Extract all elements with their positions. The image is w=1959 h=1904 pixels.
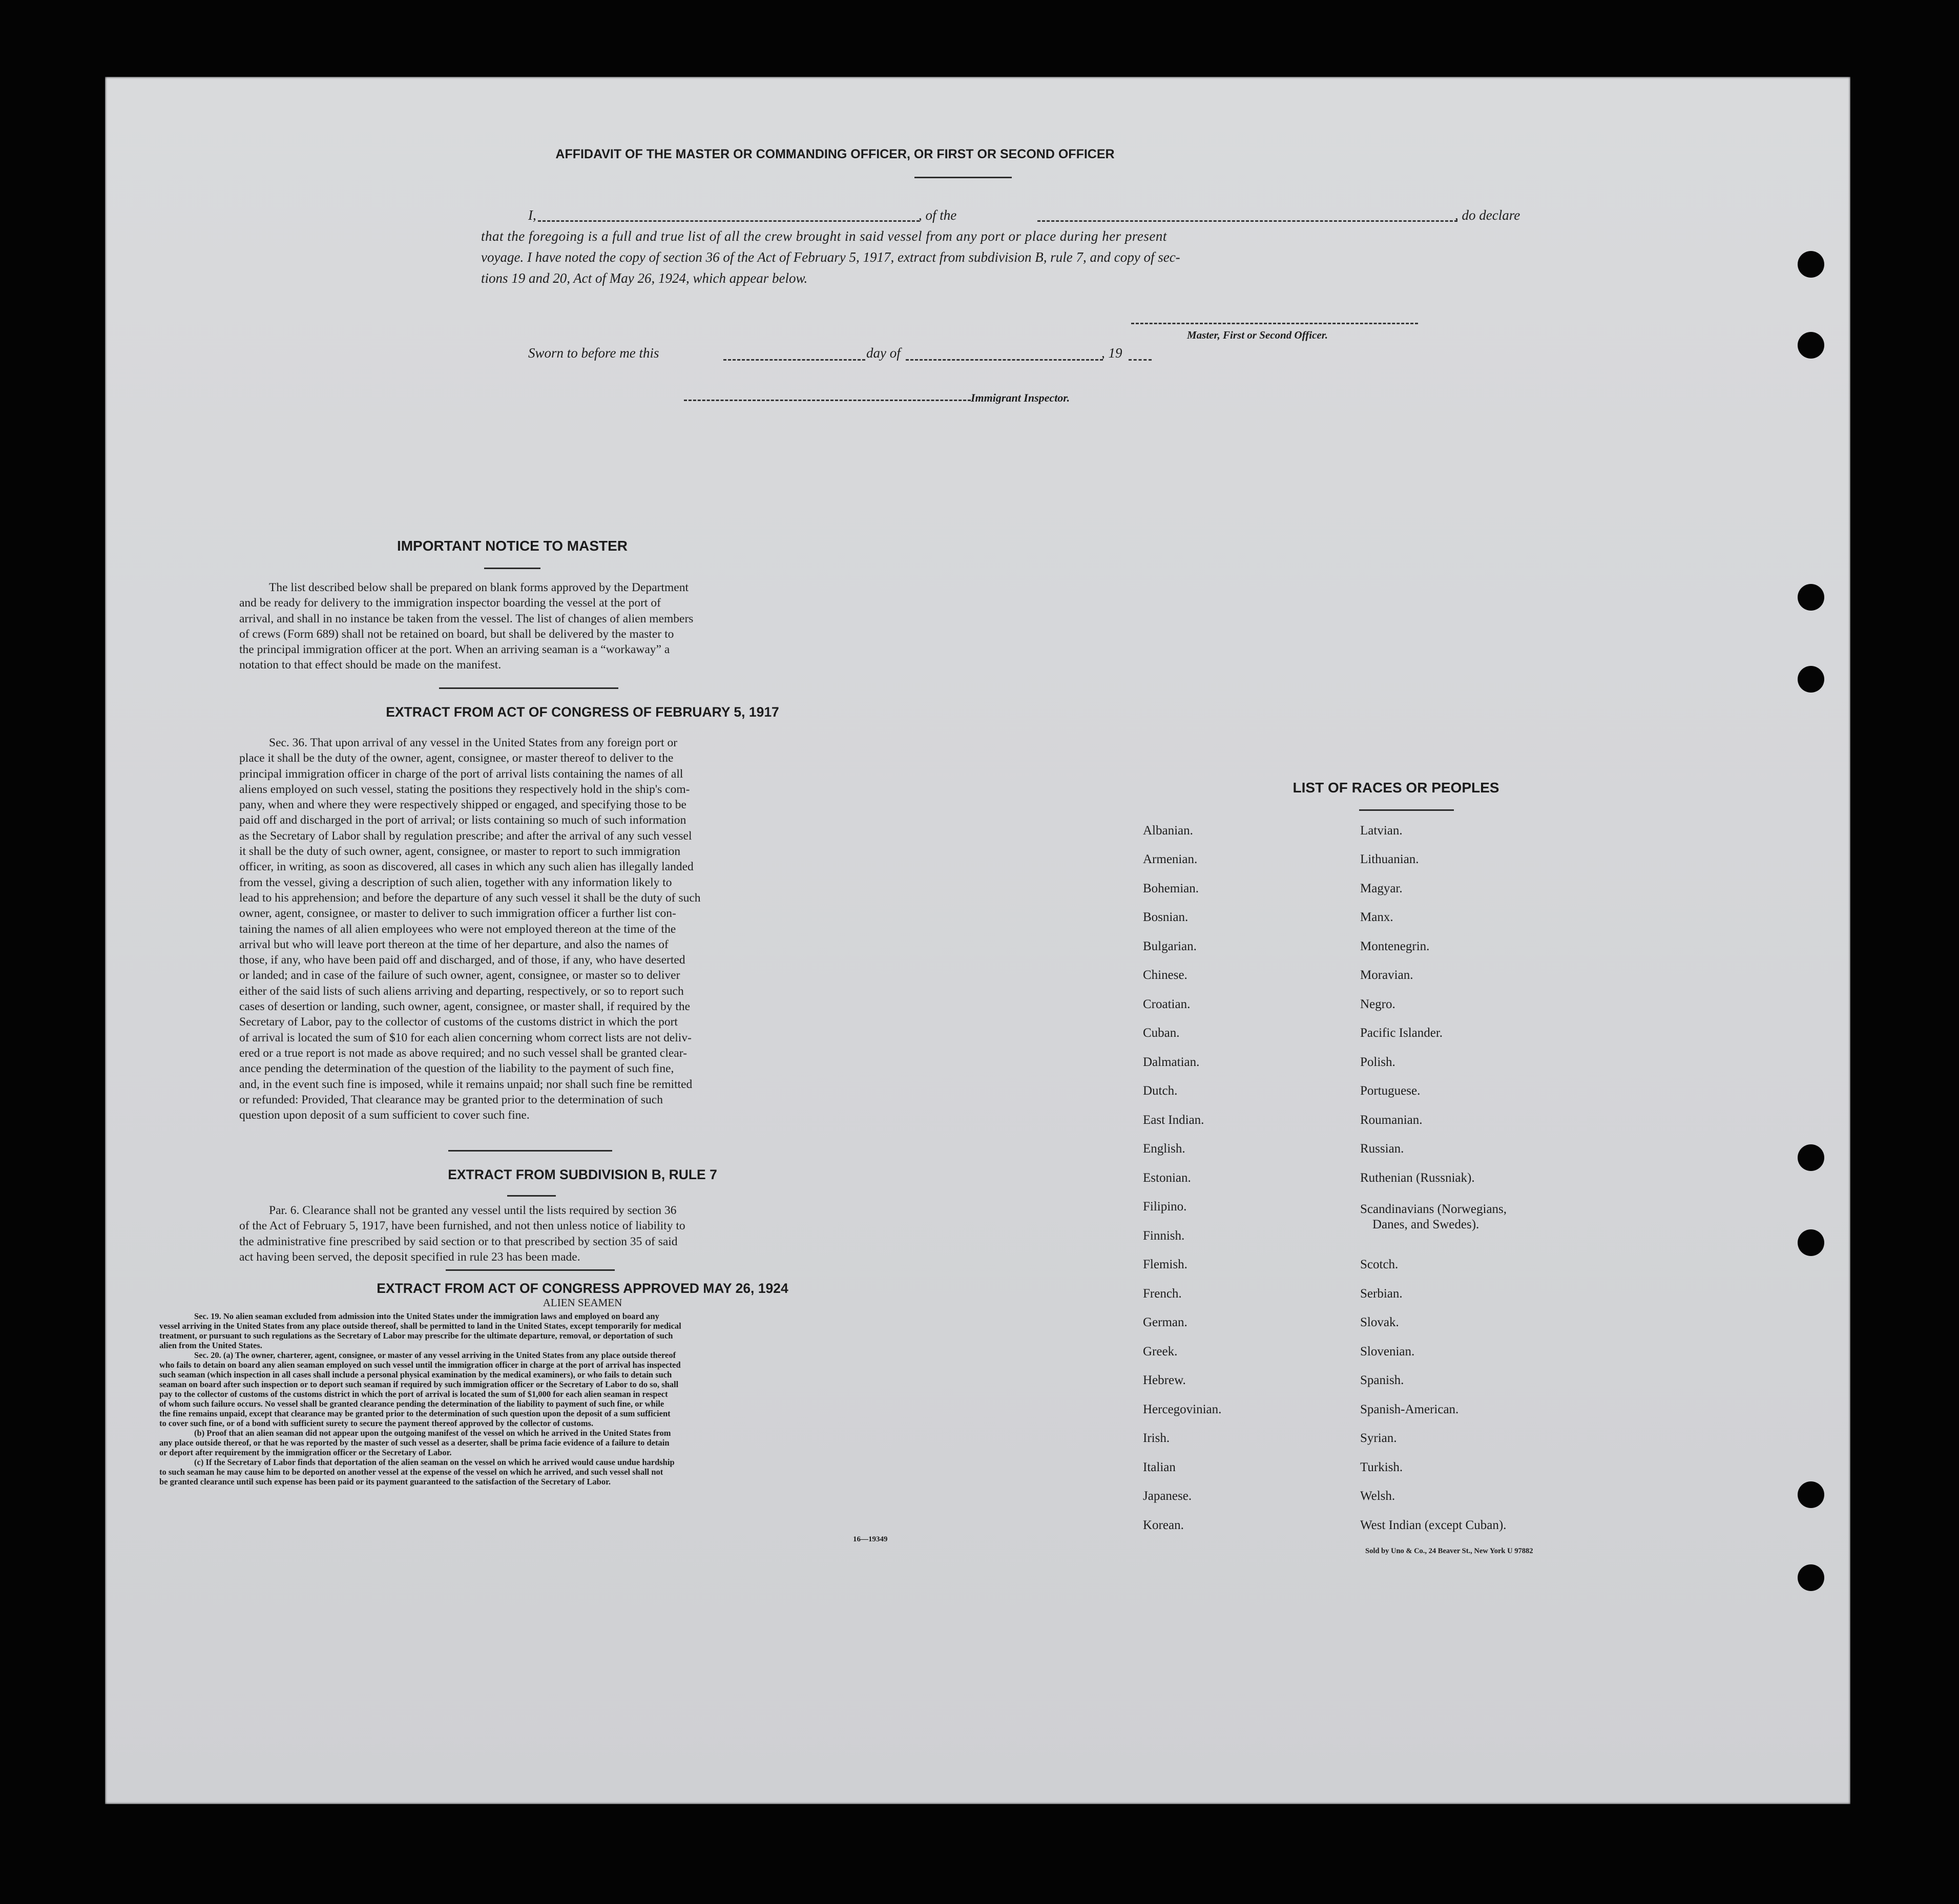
- extract-1917-line: pany, when and where they were respectively shipped or engaged, and specifying those to be: [239, 798, 686, 812]
- race-left: Flemish.: [1143, 1258, 1187, 1271]
- race-left: Italian: [1143, 1460, 1176, 1474]
- race-right: Spanish-American.: [1360, 1403, 1459, 1416]
- extract-1924-subtitle: ALIEN SEAMEN: [543, 1296, 622, 1309]
- race-right: Moravian.: [1360, 968, 1413, 982]
- race-right: Syrian.: [1360, 1431, 1397, 1445]
- rule7-line: Par. 6. Clearance shall not be granted any vessel until the lists required by section 36: [269, 1204, 677, 1217]
- extract-1924-line: (b) Proof that an alien seaman did not appear upon the outgoing manifest of the vessel on which he arrived in the United States from: [194, 1428, 671, 1438]
- extract-1924-line: pay to the collector of customs of the customs district in which the port of arrival is located the sum of $1,000 for each alien seaman in respect: [159, 1389, 668, 1399]
- race-left: East Indian.: [1143, 1113, 1204, 1127]
- extract-1917-line: aliens employed on such vessel, stating the positions they respectively hold in the ship's com-: [239, 782, 690, 796]
- race-left: Filipino.: [1143, 1200, 1187, 1213]
- race-left: Albanian.: [1143, 824, 1193, 838]
- extract-1924-line: be granted clearance until such expense has been paid or its payment guaranteed to the satisfaction of the Secretary of Labor.: [159, 1477, 611, 1487]
- extract-1917-line: ered or a true report is not made as above required; and no such vessel shall be granted clear-: [239, 1046, 687, 1060]
- extract-1924-line: seaman on board after such inspection or to deport such seaman if required by such immigration officer or the Secretary of Labor to do so, shall: [159, 1379, 679, 1389]
- race-right: Danes, and Swedes).: [1372, 1218, 1479, 1231]
- race-right: West Indian (except Cuban).: [1360, 1518, 1507, 1532]
- notice-line: and be ready for delivery to the immigration inspector boarding the vessel at the port of: [239, 596, 661, 610]
- punch-hole: [1798, 1481, 1824, 1508]
- race-right: Polish.: [1360, 1055, 1395, 1069]
- form-number: 16—19349: [853, 1535, 888, 1543]
- rule7-rule: [507, 1195, 556, 1197]
- rule7-line: the administrative fine prescribed by said section or to that prescribed by section 35 of said: [239, 1235, 678, 1248]
- affidavit-body-3: tions 19 and 20, Act of May 26, 1924, which appear below.: [481, 270, 808, 286]
- race-left: Japanese.: [1143, 1489, 1192, 1503]
- day-of: day of: [866, 345, 901, 361]
- rule7-text: [239, 1203, 926, 1265]
- race-left: Bulgarian.: [1143, 939, 1197, 953]
- year-line[interactable]: [1129, 359, 1152, 361]
- extract-1917-line: or refunded: Provided, That clearance may be granted prior to the determination of such: [239, 1093, 663, 1106]
- affidavit-title: AFFIDAVIT OF THE MASTER OR COMMANDING OFFICER, OR FIRST OR SECOND OFFICER: [555, 147, 1115, 161]
- notice-rule: [484, 568, 540, 569]
- punch-hole: [1798, 332, 1824, 359]
- extract-1917-line: officer, in writing, as soon as discovered, all cases in which any such alien has illegally landed: [239, 860, 694, 874]
- section-rule: [446, 1269, 615, 1271]
- extract-1917-line: paid off and discharged in the port of arrival; or lists containing so much of such information: [239, 813, 686, 827]
- extract-1917-line: ance pending the determination of the question of the liability to the payment of such fine,: [239, 1062, 674, 1076]
- extract-1924-line: treatment, or pursuant to such regulations as the Secretary of Labor may prescribe for the ultimate departure, removal, or deportation of such: [159, 1331, 673, 1341]
- rule7-line: act having been served, the deposit specified in rule 23 has been made.: [239, 1250, 580, 1264]
- race-left: Korean.: [1143, 1518, 1184, 1532]
- race-right: Roumanian.: [1360, 1113, 1423, 1127]
- notice-title: IMPORTANT NOTICE TO MASTER: [397, 538, 628, 554]
- extract-1917-line: lead to his apprehension; and before the departure of any such vessel it shall be the duty of such: [239, 891, 701, 905]
- notice-line: of crews (Form 689) shall not be retained on board, but shall be delivered by the master to: [239, 627, 674, 641]
- races-rule: [1359, 809, 1454, 811]
- signature-line[interactable]: [1131, 323, 1418, 324]
- race-left: Chinese.: [1143, 968, 1187, 982]
- extract-1917-line: from the vessel, giving a description of such alien, together with any information likely to: [239, 875, 672, 889]
- extract-1917-line: question upon deposit of a sum sufficient to cover such fine.: [239, 1108, 530, 1122]
- race-left: Hercegovinian.: [1143, 1403, 1222, 1416]
- race-right: Montenegrin.: [1360, 939, 1430, 953]
- notice-line: notation to that effect should be made on the manifest.: [239, 658, 502, 672]
- extract-1924-line: (c) If the Secretary of Labor finds that deportation of the alien seaman on the vessel on which he arrived would cause undue hardship: [194, 1457, 675, 1467]
- master-caption: Master, First or Second Officer.: [1187, 329, 1328, 341]
- extract-1924-line: to cover such fine, or of a bond with sufficient surety to secure the payment thereof approved by the collector of customs.: [159, 1418, 594, 1428]
- section-rule: [448, 1150, 612, 1152]
- extract-1917-line: as the Secretary of Labor shall by regulation prescribe; and after the arrival of any such vessel: [239, 829, 692, 843]
- race-right: Slovak.: [1360, 1315, 1399, 1329]
- race-right: Portuguese.: [1360, 1084, 1421, 1098]
- race-right: Ruthenian (Russniak).: [1360, 1171, 1475, 1185]
- race-right: Russian.: [1360, 1142, 1404, 1156]
- extract-1917-line: it shall be the duty of such owner, agent, consignee, or master to report to such immigration: [239, 845, 681, 859]
- extract-1917-line: either of the said lists of such aliens arriving and departing, respectively, or so to report such: [239, 984, 684, 998]
- race-left: Cuban.: [1143, 1026, 1180, 1040]
- extract-1917-line: principal immigration officer in charge of the port of arrival lists containing the names of all: [239, 767, 683, 781]
- race-right: Lithuanian.: [1360, 852, 1419, 866]
- affidavit-body-1: that the foregoing is a full and true list of all the crew brought in said vessel from any port or place during her present: [481, 228, 1167, 244]
- extract-1924-line: such seaman (which inspection in all cases shall include a personal physical examination by the medical examiners), or who fails to detain such: [159, 1370, 672, 1379]
- affidavit-body-2: voyage. I have noted the copy of section 36 of the Act of February 5, 1917, extract from subdivision B, rule 7, and copy of sec-: [481, 249, 1180, 265]
- race-right: Pacific Islander.: [1360, 1026, 1443, 1040]
- race-left: Dalmatian.: [1143, 1055, 1200, 1069]
- notice-line: arrival, and shall in no instance be taken from the vessel. The list of changes of alien members: [239, 612, 694, 625]
- rule7-title: EXTRACT FROM SUBDIVISION B, RULE 7: [448, 1167, 717, 1182]
- race-right: Scotch.: [1360, 1258, 1399, 1271]
- race-right: Manx.: [1360, 910, 1393, 924]
- race-right: Slovenian.: [1360, 1345, 1415, 1358]
- form-sheet: [105, 77, 1850, 1804]
- extract-1917-title: EXTRACT FROM ACT OF CONGRESS OF FEBRUARY 5, 1917: [386, 704, 779, 720]
- notice-line: the principal immigration officer at the port. When an arriving seaman is a “workaway” a: [239, 643, 670, 657]
- extract-1917-line: Secretary of Labor, pay to the collector of customs of the customs district in which the port: [239, 1015, 678, 1029]
- punch-hole: [1798, 584, 1824, 611]
- race-left: English.: [1143, 1142, 1185, 1156]
- races-title: LIST OF RACES OR PEOPLES: [1293, 780, 1499, 796]
- name-line[interactable]: [538, 220, 920, 222]
- race-left: Bosnian.: [1143, 910, 1189, 924]
- section-rule: [439, 687, 618, 689]
- race-left: Irish.: [1143, 1431, 1170, 1445]
- sworn-text: Sworn to before me this: [528, 345, 659, 361]
- extract-1917-line: taining the names of all alien employees who were not employed thereon at the time of the: [239, 922, 676, 936]
- extract-1917-line: arrival but who will leave port thereon at the time of her departure, and also the names of: [239, 937, 669, 951]
- affidavit-of-the: , of the: [919, 207, 957, 223]
- extract-1917-line: cases of desertion or landing, such owner, agent, consignee, or master shall, if required by the: [239, 1000, 691, 1014]
- punch-hole: [1798, 1564, 1824, 1591]
- race-right: Serbian.: [1360, 1287, 1403, 1301]
- extract-1917-line: owner, agent, consignee, or master to deliver to such immigration officer a further list con-: [239, 907, 676, 920]
- race-left: Estonian.: [1143, 1171, 1191, 1185]
- punch-hole: [1798, 666, 1824, 693]
- year-label: , 19: [1101, 345, 1122, 361]
- extract-1924-line: of whom such failure occurs. No vessel shall be granted clearance pending the determination of the liability to payment of such fine, or while: [159, 1399, 664, 1409]
- extract-1924-title: EXTRACT FROM ACT OF CONGRESS APPROVED MAY 26, 1924: [377, 1281, 788, 1296]
- race-left: Dutch.: [1143, 1084, 1178, 1098]
- extract-1917-line: place it shall be the duty of the owner, agent, consignee, or master thereof to deliver to the: [239, 751, 674, 765]
- inspector-line[interactable]: [684, 400, 971, 401]
- extract-1924-text: [159, 1311, 903, 1487]
- extract-1917-line: Sec. 36. That upon arrival of any vessel in the United States from any foreign port or: [269, 736, 678, 749]
- notice-line: The list described below shall be prepared on blank forms approved by the Department: [269, 581, 689, 594]
- extract-1924-line: Sec. 19. No alien seaman excluded from admission into the United States under the immigration laws and employed on board any: [194, 1311, 659, 1321]
- extract-1924-line: alien from the United States.: [159, 1341, 262, 1350]
- race-left: Finnish.: [1143, 1229, 1185, 1243]
- race-left: German.: [1143, 1315, 1187, 1329]
- race-right: Welsh.: [1360, 1489, 1395, 1503]
- extract-1917-line: and, in the event such fine is imposed, while it remains unpaid; nor shall such fine be remitted: [239, 1077, 693, 1091]
- extract-1917-line: of arrival is located the sum of $10 for each alien concerning whom correct lists are not deliv-: [239, 1031, 692, 1044]
- sworn-month-line[interactable]: [906, 359, 1103, 361]
- extract-1924-line: the fine remains unpaid, except that clearance may be granted prior to the determination of such question upon the deposit of a sum sufficient: [159, 1409, 671, 1418]
- extract-1917-line: or landed; and in case of the failure of such owner, agent, consignee, or master so to deliver: [239, 969, 680, 982]
- race-left: Armenian.: [1143, 852, 1198, 866]
- extract-1924-line: Sec. 20. (a) The owner, charterer, agent, consignee, or master of any vessel arriving in the United States from any place outside thereof: [194, 1350, 676, 1360]
- race-right: Turkish.: [1360, 1460, 1403, 1474]
- title-rule: [914, 177, 1012, 178]
- race-right: Magyar.: [1360, 882, 1403, 895]
- extract-1917-line: those, if any, who have been paid off and discharged, and of those, if any, who have deserted: [239, 953, 685, 967]
- punch-hole: [1798, 251, 1824, 278]
- extract-1924-line: any place outside thereof, or that he was reported by the master of such vessel as a deserter, shall be prima facie evidence of a failure to detain: [159, 1438, 670, 1448]
- race-left: Croatian.: [1143, 997, 1191, 1011]
- extract-1917-text: [239, 735, 926, 1123]
- printer-imprint: Sold by Uno & Co., 24 Beaver St., New York U 97882: [1365, 1547, 1533, 1555]
- race-left: Bohemian.: [1143, 882, 1199, 895]
- extract-1924-line: or deport after requirement by the immigration officer or the Secretary of Labor.: [159, 1448, 452, 1457]
- race-left: French.: [1143, 1287, 1182, 1301]
- extract-1924-line: who fails to detain on board any alien seaman employed on such vessel until the immigration officer in charge at the port of arrival has inspected: [159, 1360, 681, 1370]
- race-right: Spanish.: [1360, 1373, 1404, 1387]
- race-left: Hebrew.: [1143, 1373, 1186, 1387]
- race-right: Latvian.: [1360, 824, 1403, 838]
- rule7-line: of the Act of February 5, 1917, have been furnished, and not then unless notice of liability to: [239, 1219, 685, 1233]
- affidavit-declare: , do declare: [1455, 207, 1520, 223]
- affidavit-i: I,: [528, 207, 536, 223]
- extract-1924-line: vessel arriving in the United States from any place outside thereof, shall be permitted to land in the United States, except temporarily for medical: [159, 1321, 681, 1331]
- sworn-day-line[interactable]: [723, 359, 865, 361]
- race-right: Scandinavians (Norwegians,: [1360, 1202, 1507, 1216]
- inspector-caption: Immigrant Inspector.: [971, 391, 1070, 404]
- race-right: Negro.: [1360, 997, 1395, 1011]
- punch-hole: [1798, 1229, 1824, 1256]
- extract-1924-line: to such seaman he may cause him to be deported on another vessel at the expense of the vessel on which he arrived, and such vessel shall not: [159, 1467, 663, 1477]
- race-left: Greek.: [1143, 1345, 1178, 1358]
- notice-text: [239, 580, 926, 673]
- punch-hole: [1798, 1144, 1824, 1171]
- vessel-line[interactable]: [1037, 220, 1457, 222]
